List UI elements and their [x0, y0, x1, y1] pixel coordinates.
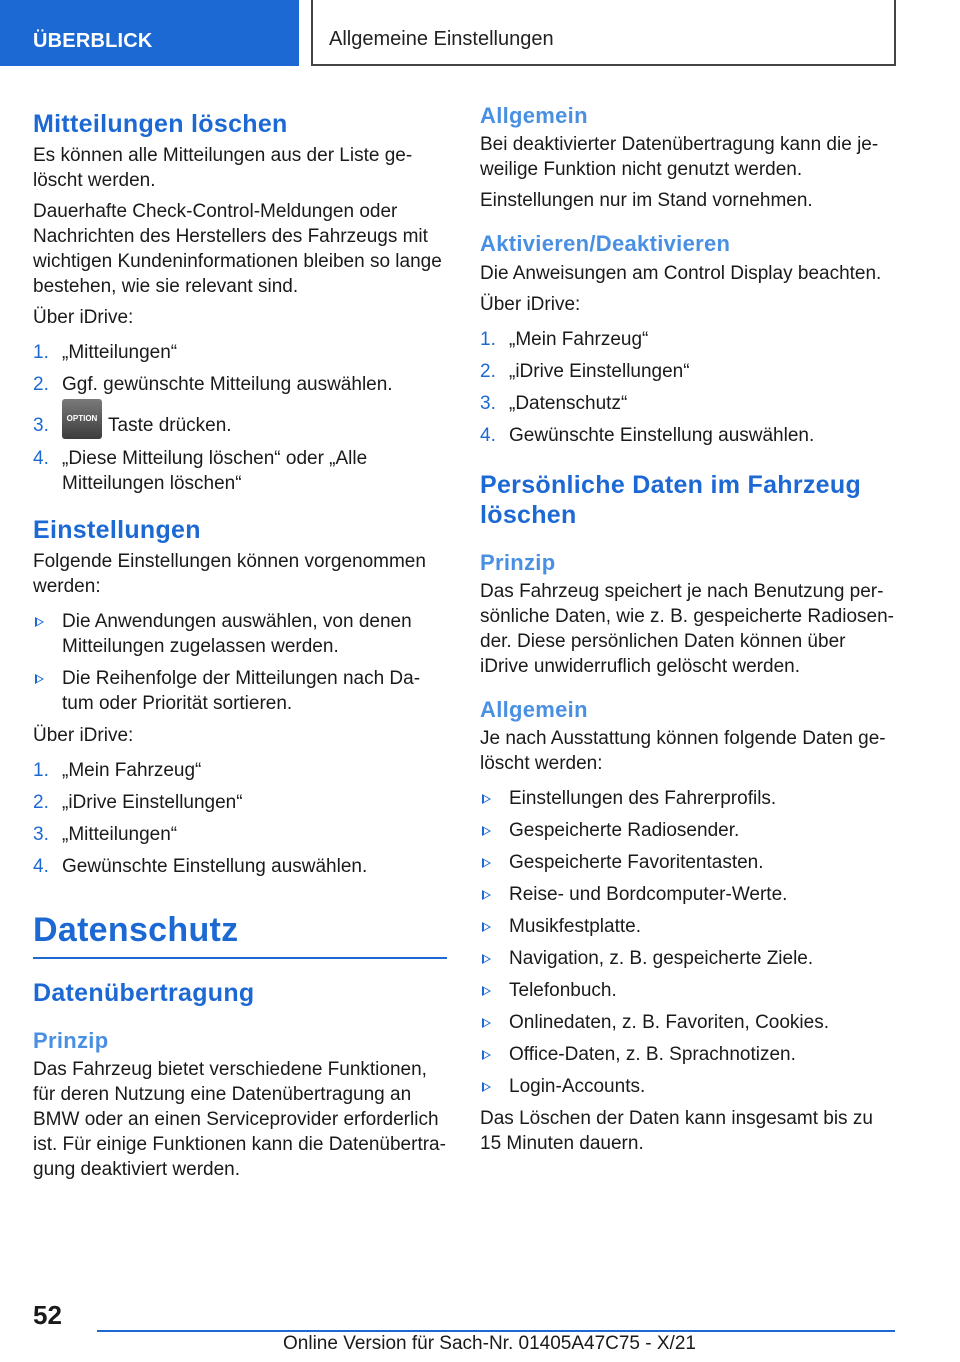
paragraph: Bei deaktivierter Datenübertragung kann die je-weilige Funktion nicht genutzt werden. — [480, 134, 879, 181]
page-number: 52 — [33, 1300, 62, 1330]
list-item: 4. „Diese Mitteilung löschen“ oder „Alle Mitteilungen löschen“ — [33, 447, 368, 494]
list-item: Telefonbuch. — [480, 978, 898, 1003]
triangle-bullet-icon — [35, 617, 44, 627]
list-item: Office-Daten, z. B. Sprachnotizen. — [480, 1042, 898, 1067]
list-item: Gespeicherte Favoritentasten. — [480, 850, 898, 875]
right-column — [480, 100, 898, 1156]
chapter-heading-datenschutz: Datenschutz — [33, 909, 447, 960]
list-item: Die Anwendungen auswählen, von denen Mitteilungen zugelassen werden. — [33, 609, 447, 659]
subheading-aktivieren-deaktivieren: Aktivieren/Deaktivieren — [480, 231, 731, 257]
triangle-bullet-icon — [482, 890, 491, 900]
left-column — [33, 100, 447, 1182]
paragraph: Über iDrive: — [33, 724, 134, 746]
paragraph: Das Fahrzeug bietet verschiedene Funktionen, für deren Nutzung eine Datenübertragung an BMW oder an einen Serviceprovider erforderlich ist. Für einige Funktionen kann die Datenübertra-gung deaktiviert werden. — [33, 1059, 446, 1181]
triangle-bullet-icon — [482, 922, 491, 932]
footer-divider — [97, 1330, 895, 1332]
paragraph: Die Anweisungen am Control Display beachten. — [480, 262, 882, 284]
subheading-prinzip: Prinzip — [480, 549, 556, 575]
heading-persoenliche-daten-loeschen: Persönliche Daten im Fahrzeug löschen — [480, 470, 862, 529]
list-item: 1. „Mitteilungen“ — [33, 341, 178, 363]
list-item: 2. „iDrive Einstellungen“ — [33, 791, 243, 813]
steps-list — [33, 340, 447, 496]
paragraph: Je nach Ausstattung können folgende Daten ge-löscht werden: — [480, 728, 886, 775]
steps-list — [33, 758, 447, 879]
bullet-list — [480, 786, 898, 1099]
list-item: Onlinedaten, z. B. Favoriten, Cookies. — [480, 1010, 898, 1035]
triangle-bullet-icon — [482, 826, 491, 836]
subheading-allgemein: Allgemein — [480, 103, 588, 128]
list-item: 2. „iDrive Einstellungen“ — [480, 360, 690, 382]
triangle-bullet-icon — [482, 858, 491, 868]
option-button-icon: OPTION — [62, 399, 102, 439]
list-item: 1. „Mein Fahrzeug“ — [480, 328, 649, 350]
list-item: 3. „Mitteilungen“ — [33, 823, 178, 845]
paragraph: Es können alle Mitteilungen aus der Liste ge-löscht werden. — [33, 144, 413, 191]
triangle-bullet-icon — [482, 1018, 491, 1028]
paragraph: Über iDrive: — [480, 293, 581, 315]
list-item: 4. Gewünschte Einstellung auswählen. — [480, 424, 815, 446]
footer-version: Online Version für Sach-Nr. 01405A47C75 - X/21 — [283, 1333, 696, 1354]
subheading-allgemein: Allgemein — [480, 696, 588, 722]
triangle-bullet-icon — [482, 794, 491, 804]
paragraph: Das Löschen der Daten kann insgesamt bis zu 15 Minuten dauern. — [480, 1108, 873, 1155]
heading-einstellungen: Einstellungen — [33, 515, 201, 544]
subheading-prinzip: Prinzip — [33, 1028, 109, 1053]
list-item: Navigation, z. B. gespeicherte Ziele. — [480, 946, 898, 971]
triangle-bullet-icon — [482, 1082, 491, 1092]
list-item: Die Reihenfolge der Mitteilungen nach Da-tum oder Priorität sortieren. — [33, 666, 447, 716]
triangle-bullet-icon — [482, 986, 491, 996]
paragraph: Dauerhafte Check-Control-Meldungen oder Nachrichten des Herstellers des Fahrzeugs mit wichtigen Kundeninformationen bleiben so lange bestehen, wie sie relevant sind. — [33, 200, 442, 297]
list-item: 3. OPTION Taste drücken. — [33, 413, 447, 439]
list-item: 4. Gewünschte Einstellung auswählen. — [33, 855, 368, 877]
paragraph: Folgende Einstellungen können vorgenommen werden: — [33, 550, 426, 597]
steps-list — [480, 327, 898, 448]
list-item: Gespeicherte Radiosender. — [480, 818, 898, 843]
triangle-bullet-icon — [482, 1050, 491, 1060]
paragraph: Einstellungen nur im Stand vornehmen. — [480, 190, 813, 212]
heading-mitteilungen-loeschen: Mitteilungen löschen — [33, 110, 288, 138]
list-item: 3. „Datenschutz“ — [480, 392, 628, 414]
chapter-tab[interactable]: Allgemeine Einstellungen — [311, 0, 896, 66]
paragraph: Das Fahrzeug speichert je nach Benutzung per-sönliche Daten, wie z. B. gespeicherte Radiosen-der. Diese persönlichen Daten können über iDrive unwiderruflich gelöscht werden. — [480, 580, 895, 677]
section-tab[interactable]: ÜBERBLICK — [0, 0, 299, 66]
list-item: Musikfestplatte. — [480, 914, 898, 939]
triangle-bullet-icon — [482, 954, 491, 964]
list-item: Reise- und Bordcomputer-Werte. — [480, 882, 898, 907]
list-item: Login-Accounts. — [480, 1074, 898, 1099]
list-item: Einstellungen des Fahrerprofils. — [480, 786, 898, 811]
list-item: 1. „Mein Fahrzeug“ — [33, 759, 202, 781]
list-item: 2. Ggf. gewünschte Mitteilung auswählen. — [33, 373, 393, 395]
triangle-bullet-icon — [35, 674, 44, 684]
heading-datenuebertragung: Datenübertragung — [33, 979, 255, 1007]
bullet-list — [33, 609, 447, 716]
paragraph: Über iDrive: — [33, 306, 134, 328]
